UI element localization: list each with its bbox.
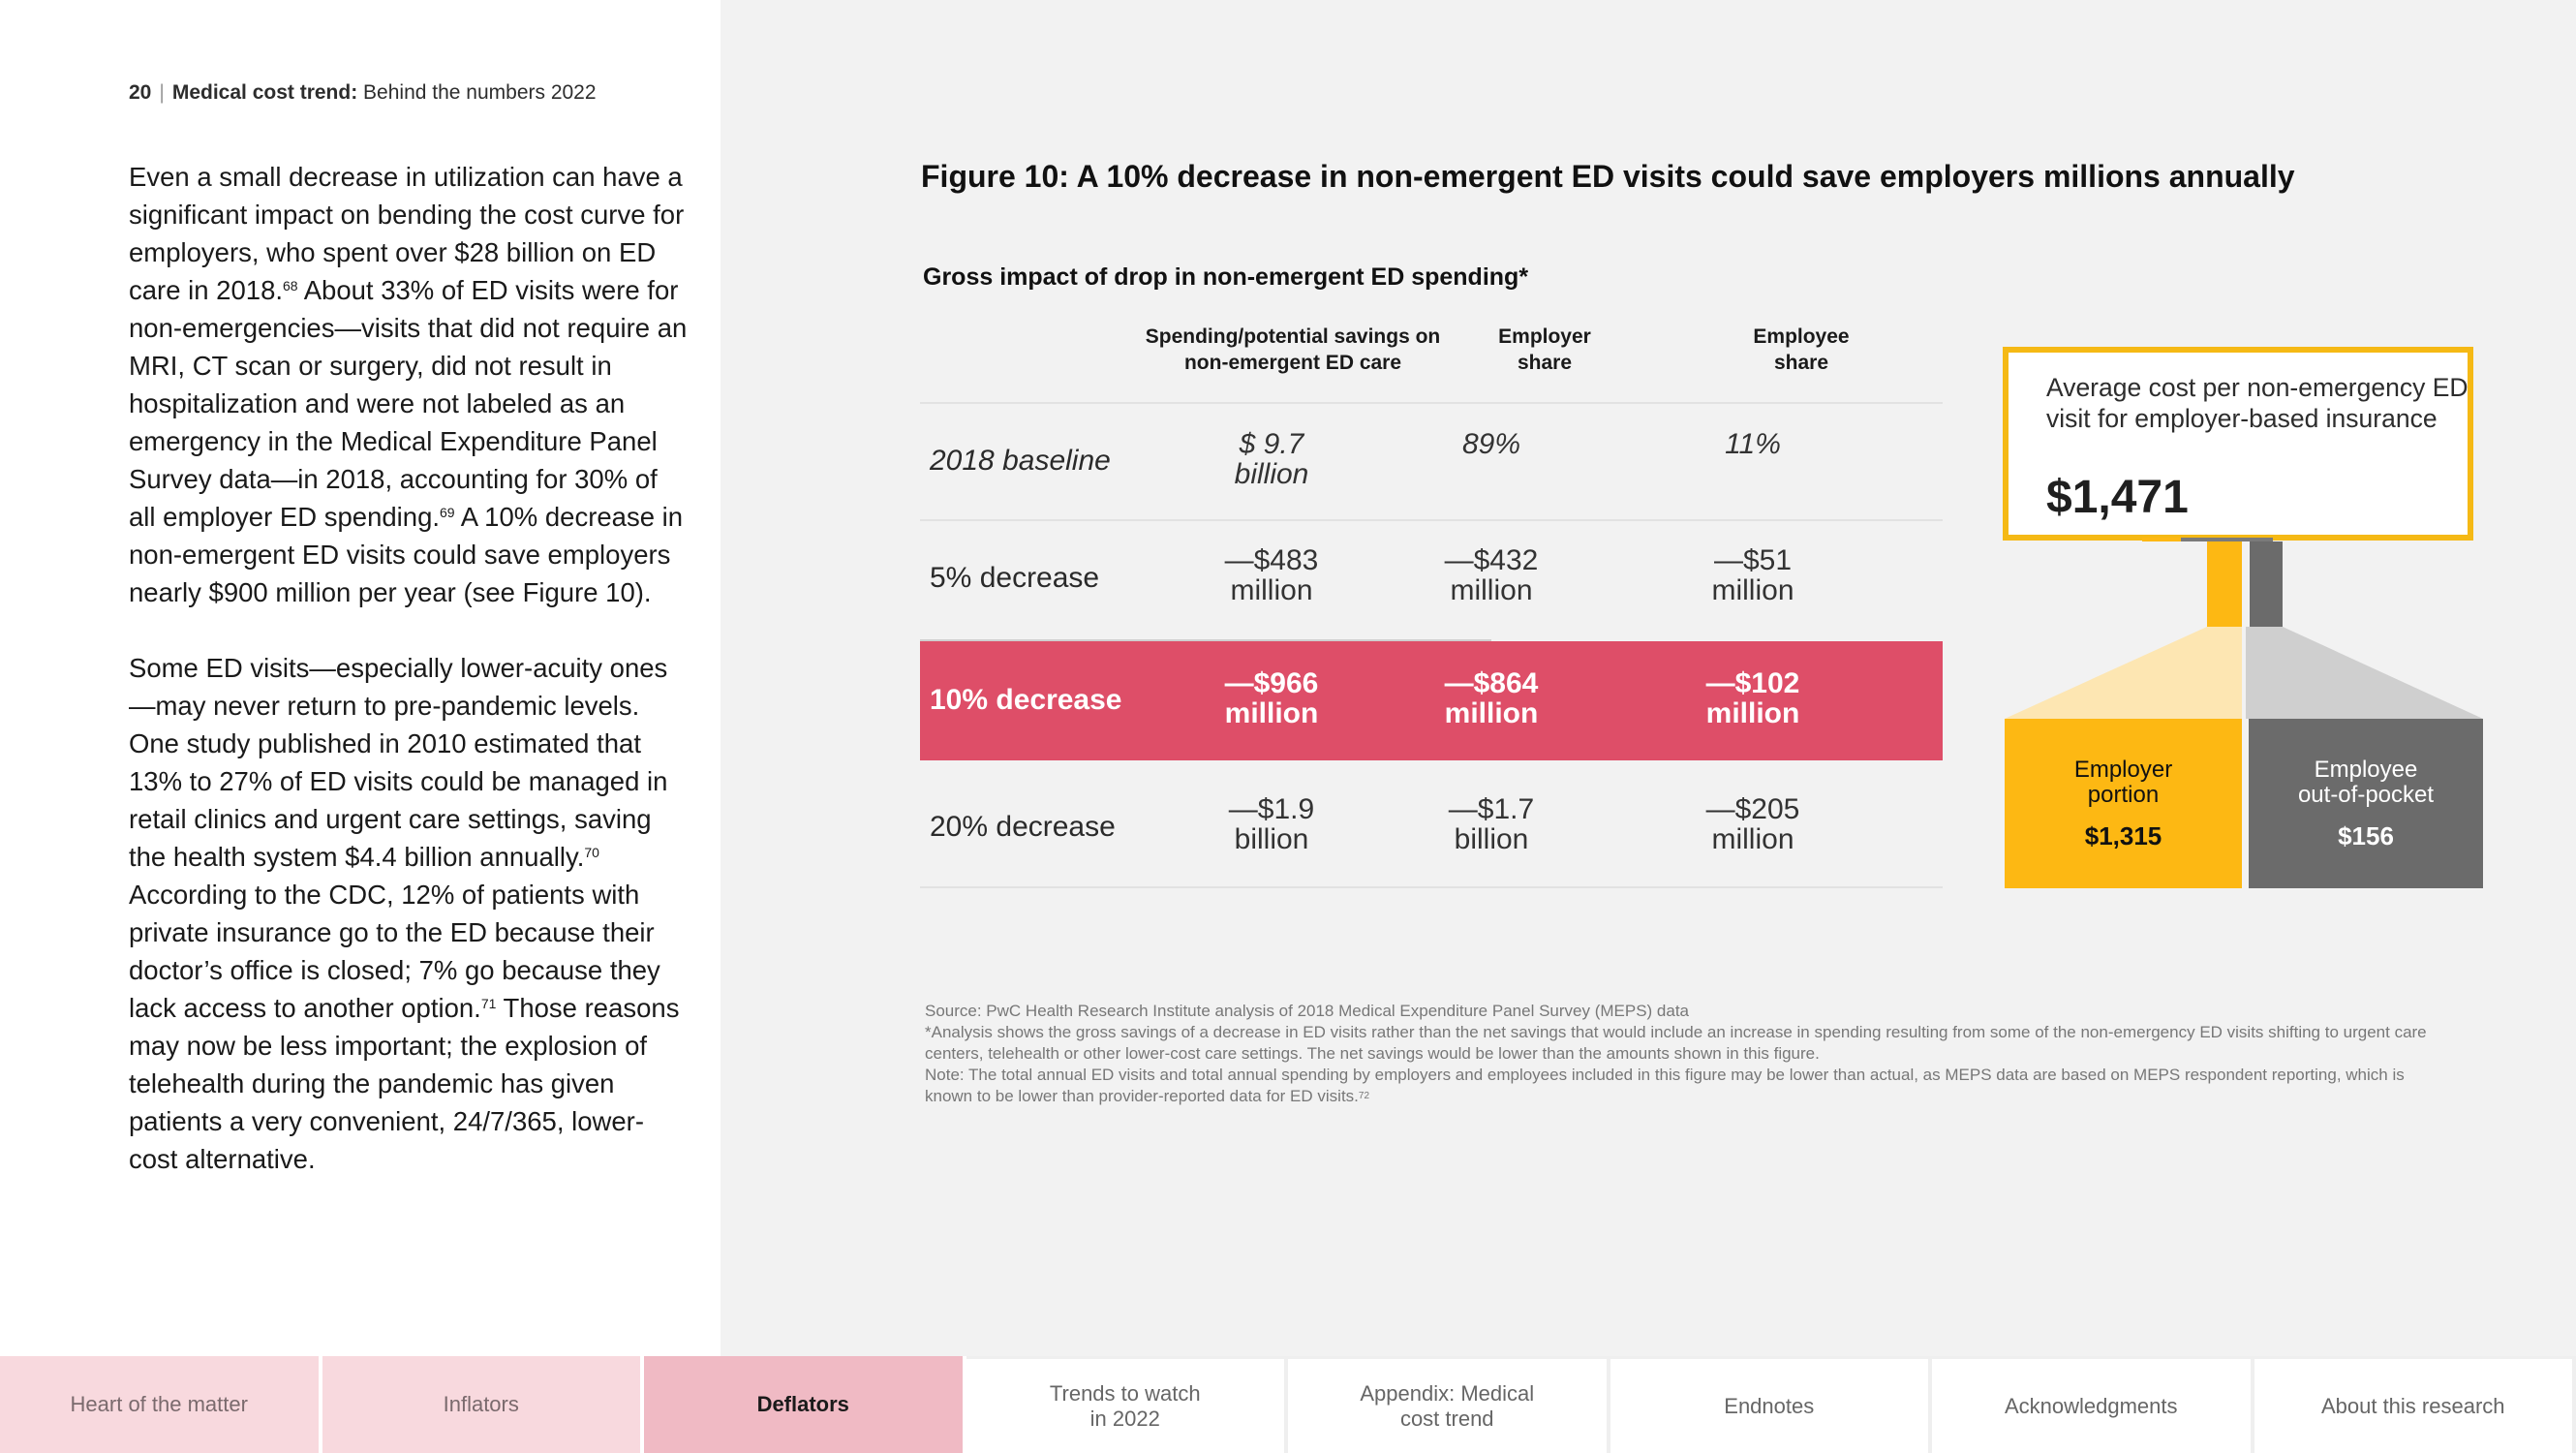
footnote-ref[interactable]: 69 xyxy=(440,505,455,520)
row-label: 2018 baseline xyxy=(930,445,1111,477)
average-cost-value: $1,471 xyxy=(2046,472,2189,523)
paragraph-1 xyxy=(129,158,690,611)
spending-cell: $ 9.7 billion xyxy=(1234,428,1309,490)
nav-heart-of-the-matter[interactable]: Heart of the matter xyxy=(0,1356,322,1453)
column-header-spending: Spending/potential savings on non-emergent ED care xyxy=(1145,325,1441,374)
footnote-ref[interactable]: 70 xyxy=(584,845,599,860)
text-run: Some ED visits—especially lower-acuity ones—may never return to pre-pandemic levels. One study published in 2010 estimated that 13% to 27% of ED visits could be managed in retail clinics and urgent care settings, saving the health system $4.4 billion annually. xyxy=(129,653,668,872)
employer-share-cell: —$864 million xyxy=(1444,667,1539,729)
page-number: 20 xyxy=(129,81,152,104)
employer-share-cell: —$432 million xyxy=(1444,544,1539,606)
column-header-employee: Employee share xyxy=(1753,325,1850,374)
employer-share-cell: 89% xyxy=(1461,428,1521,460)
employee-funnel xyxy=(2246,627,2483,719)
source-line: Source: PwC Health Research Institute analysis of 2018 Medical Expenditure Panel Survey (MEPS) data xyxy=(925,1002,1690,1020)
employee-share-cell: 11% xyxy=(1725,428,1781,460)
spending-cell: —$483 million xyxy=(1224,544,1319,606)
text-run: According to the CDC, 12% of patients with private insurance go to the ED because their doctor’s office is closed; 7% go because they lack access to another option. xyxy=(129,880,660,1023)
spending-cell: —$1.9 billion xyxy=(1228,793,1315,855)
employee-share-cell: —$205 million xyxy=(1705,793,1800,855)
report-title: Medical cost trend: xyxy=(171,81,358,104)
row-label: 10% decrease xyxy=(930,684,1122,716)
figure-source-notes xyxy=(925,1001,2455,1107)
employee-portion-label: Employee out-of-pocket xyxy=(2297,757,2435,808)
nav-trends-to-watch[interactable]: Trends to watch in 2022 xyxy=(966,1356,1289,1453)
box-connector-gray xyxy=(2181,538,2273,541)
nav-about-this-research[interactable]: About this research xyxy=(2254,1356,2576,1453)
header-separator: | xyxy=(159,81,165,104)
footnote-ref[interactable]: 71 xyxy=(480,996,497,1011)
nav-deflators[interactable]: Deflators xyxy=(644,1356,966,1453)
divider xyxy=(920,886,1943,888)
employer-share-cell: —$1.7 billion xyxy=(1448,793,1535,855)
employer-portion xyxy=(2005,719,2242,888)
employer-portion-label: Employer portion xyxy=(2073,757,2173,808)
table-row-5pct xyxy=(920,521,1943,639)
average-cost-label: Average cost per non-emergency ED visit for employer-based insurance xyxy=(2046,373,2469,433)
employer-portion-value: $1,315 xyxy=(2084,821,2162,850)
page-header xyxy=(129,81,597,105)
nav-appendix[interactable]: Appendix: Medical cost trend xyxy=(1288,1356,1610,1453)
body-text xyxy=(129,158,690,1216)
paragraph-2 xyxy=(129,649,690,1178)
section-nav xyxy=(0,1356,2576,1453)
box-connector-yellow xyxy=(2142,538,2181,541)
row-label: 20% decrease xyxy=(930,811,1116,843)
average-cost-box xyxy=(2003,347,2473,541)
column-header-employer: Employer share xyxy=(1498,325,1591,374)
table-row-20pct xyxy=(920,762,1943,886)
spending-cell: —$966 million xyxy=(1224,667,1319,729)
footnote-ref[interactable]: 72 xyxy=(1358,1091,1370,1101)
employer-stem xyxy=(2207,541,2242,627)
employee-out-of-pocket xyxy=(2249,719,2483,888)
table-row-baseline xyxy=(920,404,1943,519)
table-row-10pct xyxy=(920,641,1943,760)
employer-funnel xyxy=(2005,627,2242,719)
footnote-ref[interactable]: 68 xyxy=(283,278,298,294)
nav-endnotes[interactable]: Endnotes xyxy=(1610,1356,1933,1453)
report-subtitle: Behind the numbers 2022 xyxy=(357,81,597,104)
nav-acknowledgments[interactable]: Acknowledgments xyxy=(1932,1356,2254,1453)
text-run: Even a small decrease in utilization can have a significant impact on bending the cost curve for employers, who spent over $28 billion on ED care in 2018. xyxy=(129,162,685,305)
analysis-note: *Analysis shows the gross savings of a decrease in ED visits rather than the net savings that would include an increase in spending resulting from some of the non-emergency ED visits shifting to urgent care centers, telehealth or other lower-cost care settings. The net savings would be lower than the amounts shown in this figure. xyxy=(925,1023,2427,1063)
employee-portion-value: $156 xyxy=(2338,821,2394,850)
methodology-note: Note: The total annual ED visits and total annual spending by employers and employees included in this figure may be lower than actual, as MEPS data are based on MEPS respondent reporting, which is known to be lower than provider-reported data for ED visits.$^{72}$ xyxy=(925,1066,2405,1105)
cost-split-funnel xyxy=(2003,538,2487,722)
employee-stem xyxy=(2250,541,2283,627)
row-label: 5% decrease xyxy=(930,562,1100,594)
text-run: About 33% of ED visits were for non-emergencies—visits that did not require an MRI, CT scan or surgery, did not result in hospitalization and were not labeled as an emergency in the Medical Expenditure Panel Survey data—in 2018, accounting for 30% of all employer ED spending. xyxy=(129,275,688,532)
employee-share-cell: —$102 million xyxy=(1705,667,1800,729)
text-run: A 10% decrease in non-emergent ED visits could save employers nearly $900 million per year (see Figure 10). xyxy=(129,502,684,607)
employee-share-cell: —$51 million xyxy=(1711,544,1794,606)
figure-title: Figure 10: A 10% decrease in non-emergent ED visits could save employers millions annually xyxy=(921,159,2295,194)
table-title: Gross impact of drop in non-emergent ED spending* xyxy=(923,263,1529,291)
nav-inflators[interactable]: Inflators xyxy=(322,1356,645,1453)
text-run: Those reasons may now be less important; the explosion of telehealth during the pandemic has given patients a very convenient, 24/7/365, lower-cost alternative. xyxy=(129,993,680,1174)
